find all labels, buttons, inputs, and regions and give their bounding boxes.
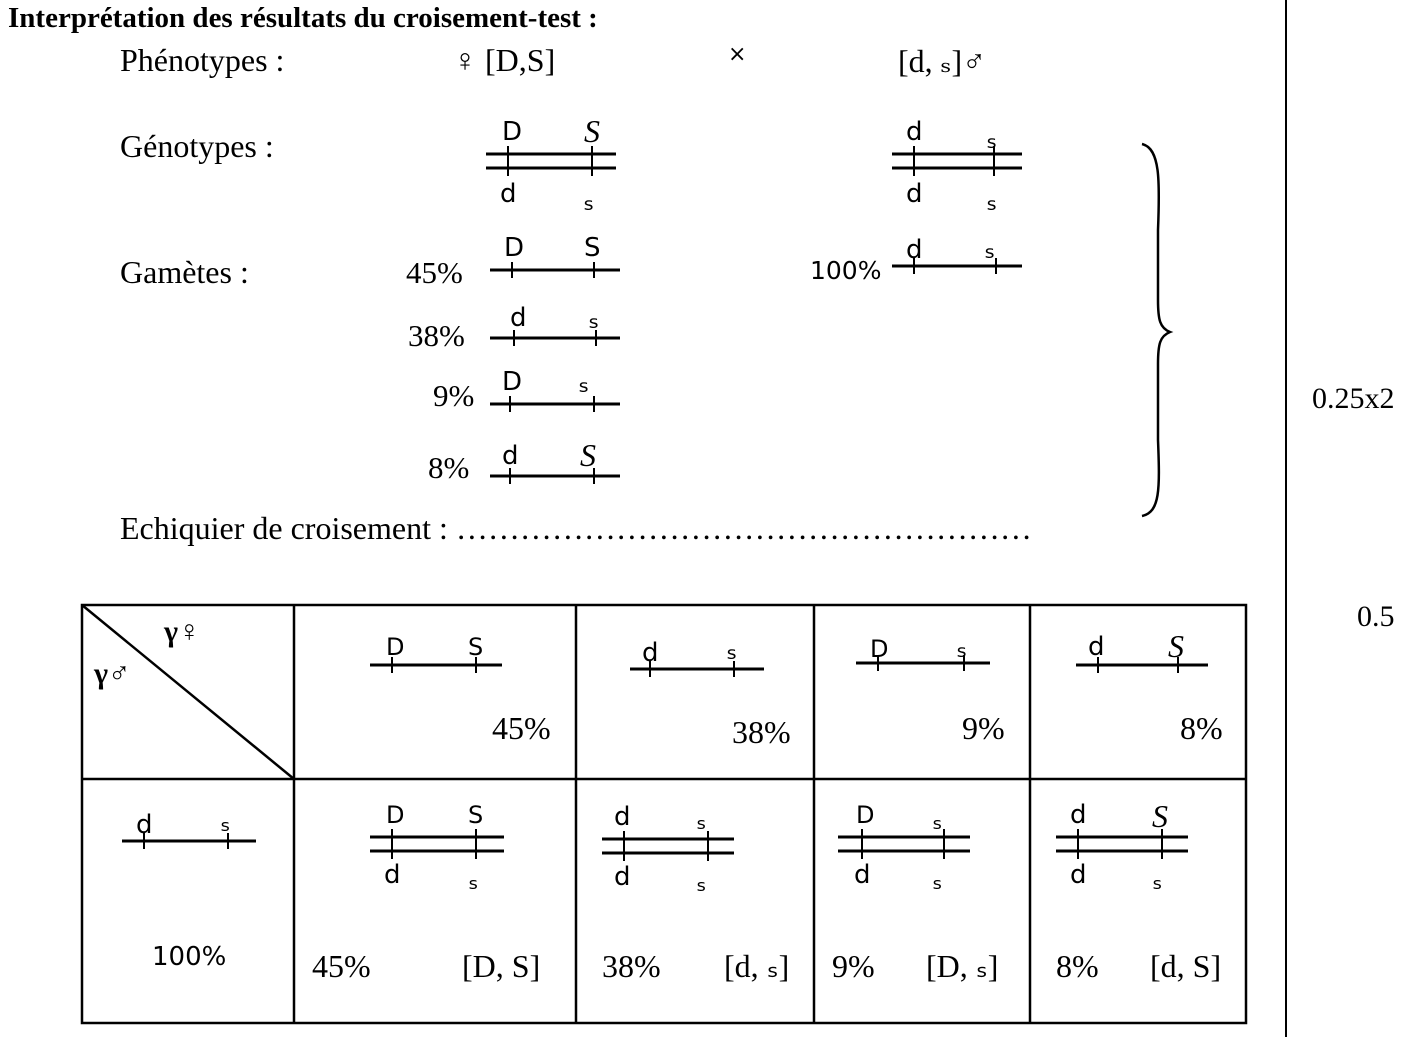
allele-S: S <box>584 113 600 149</box>
header-cell-2 <box>630 632 791 750</box>
result-cell-2 <box>602 802 789 984</box>
allele-2: ₛ <box>588 301 600 336</box>
pct: 45% <box>312 948 371 984</box>
allele-D: D <box>502 117 523 147</box>
allele-1: d <box>502 441 519 471</box>
header-cell-1 <box>370 633 551 746</box>
allele-1: D <box>870 635 889 663</box>
allele-2: ₛ <box>726 632 738 667</box>
allele-2: ₛ <box>984 231 996 266</box>
allele-1: d <box>510 303 527 333</box>
male-genotype <box>886 112 1036 216</box>
gametes-label: Gamètes : <box>120 254 249 290</box>
allele-bot-1: d <box>1070 860 1087 890</box>
pct: 45% <box>492 710 551 746</box>
result-cell-3 <box>832 801 998 984</box>
allele-d: d <box>906 179 923 209</box>
score-echiquier: 0.5 <box>1357 600 1395 633</box>
allele-top-2: ₛ <box>696 803 707 836</box>
header-cell-3 <box>856 630 1005 746</box>
gamete-pct: 45% <box>406 255 463 290</box>
pct: 8% <box>1180 710 1223 746</box>
allele-2: ₛ <box>220 805 231 838</box>
allele-bot-2: ₛ <box>468 863 479 896</box>
pct: 9% <box>832 948 875 984</box>
margin-rule <box>1285 0 1287 1037</box>
allele-1: D <box>504 233 525 263</box>
allele-top-1: d <box>1070 800 1087 830</box>
allele-d: d <box>500 179 517 209</box>
allele-top-1: d <box>614 802 631 832</box>
phenotype: [D, ₛ] <box>926 948 999 984</box>
cross-times: × <box>728 42 747 67</box>
page-title: Interprétation des résultats du croisement-test : <box>8 2 598 34</box>
allele-1: d <box>642 638 659 668</box>
female-genotype <box>480 112 630 216</box>
allele-s: ₛ <box>986 121 998 156</box>
phenotype: [d, S] <box>1150 948 1222 984</box>
phenotypes-label: Phénotypes : <box>120 42 285 78</box>
allele-bot-2: ₛ <box>696 865 707 898</box>
male-gamete-pct: 100% <box>810 256 882 285</box>
female-gamete-1 <box>484 228 624 288</box>
allele-s: ₛ <box>583 183 595 216</box>
allele-2: S <box>1168 628 1184 664</box>
gamete-pct: 38% <box>408 318 465 353</box>
female-symbol: ♀ <box>453 42 477 78</box>
corner-male: γ♂ <box>94 657 131 690</box>
allele-top-2: ₛ <box>932 803 943 836</box>
allele-bot-2: ₛ <box>932 863 943 896</box>
crossing-table <box>80 603 1252 1027</box>
phenotype: [D, S] <box>462 948 541 984</box>
corner-female: γ♀ <box>164 615 201 648</box>
allele-top-1: D <box>856 801 875 829</box>
allele-1: d <box>906 235 923 265</box>
male-symbol: ♂ <box>962 43 987 79</box>
pct: 100% <box>152 942 227 972</box>
allele-1: d <box>1088 632 1105 662</box>
pct: 9% <box>962 710 1005 746</box>
female-phenotype-value: [D,S] <box>485 42 556 78</box>
allele-top-1: D <box>386 801 405 829</box>
female-gamete-4 <box>484 432 624 492</box>
allele-2: ₛ <box>578 365 590 400</box>
gamete-pct: 9% <box>433 378 475 413</box>
gamete-pct: 8% <box>428 450 470 485</box>
female-phenotype <box>453 42 555 79</box>
result-cell-4 <box>1056 798 1221 984</box>
row-gamete <box>122 805 256 972</box>
score-gametes: 0.25x2 <box>1312 382 1395 415</box>
male-phenotype-value: [d, ₛ] <box>898 43 963 79</box>
male-gamete <box>886 226 1026 286</box>
echiquier-label: Echiquier de croisement : ……………………………………………… <box>120 510 1032 546</box>
allele-2: S <box>584 233 601 263</box>
allele-1: D <box>502 367 523 397</box>
pct: 38% <box>602 948 661 984</box>
pct: 8% <box>1056 948 1099 984</box>
allele-top-2: S <box>1152 798 1168 834</box>
allele-s: ₛ <box>986 183 998 216</box>
allele-1: D <box>386 633 405 661</box>
allele-bot-2: ₛ <box>1152 863 1163 896</box>
allele-top-2: S <box>468 801 484 829</box>
allele-bot-1: d <box>614 862 631 892</box>
allele-d: d <box>906 117 923 147</box>
allele-2: S <box>580 437 596 473</box>
phenotype: [d, ₛ] <box>724 948 790 984</box>
allele-bot-1: d <box>384 860 401 890</box>
pct: 38% <box>732 714 791 750</box>
female-gamete-3 <box>484 360 624 420</box>
allele-2: ₛ <box>956 630 968 665</box>
header-cell-4 <box>1076 628 1223 746</box>
genotypes-label: Génotypes : <box>120 128 274 164</box>
allele-2: S <box>468 633 484 661</box>
right-brace <box>1138 140 1178 520</box>
allele-bot-1: d <box>854 860 871 890</box>
male-phenotype <box>898 42 986 80</box>
allele-1: d <box>136 810 153 840</box>
female-gamete-2 <box>484 294 624 354</box>
result-cell-1 <box>312 801 540 984</box>
